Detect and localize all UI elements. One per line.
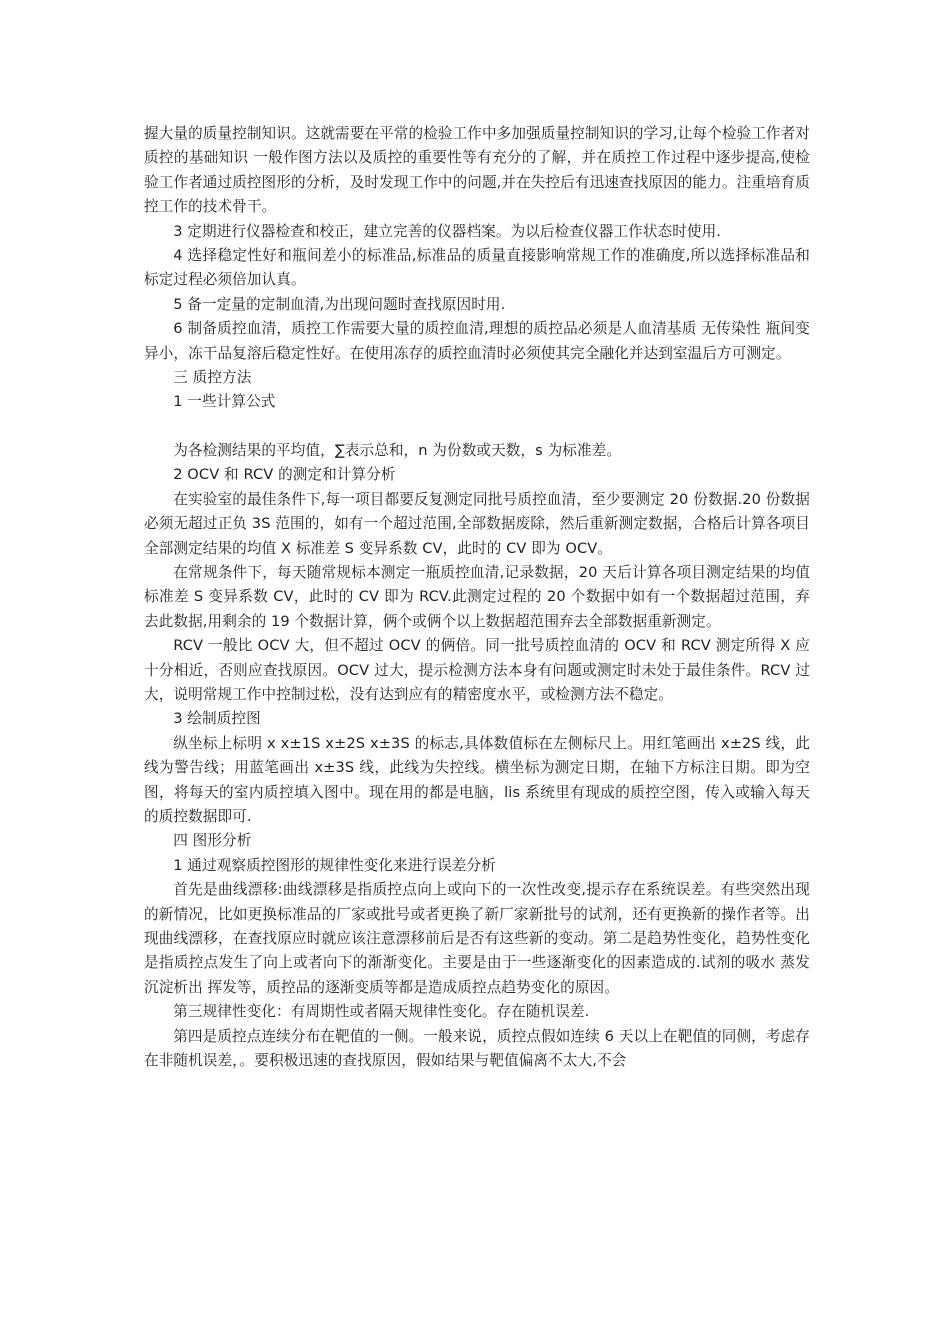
paragraph-periodic: 第三规律性变化：有周期性或者隔天规律性变化。存在随机误差. (173, 1003, 590, 1021)
paragraph-one-side: 第四是质控点连续分布在靶值的一侧。一般来说，质控点假如连续 6 天以上在靶值的同侧，考虑存在非随机误差，。要积极迅速的查找原因，假如结果与靶值偏离不太大,不会 (144, 1027, 810, 1070)
subheading-pattern-analysis: 1 通过观察质控图形的规律性变化来进行误差分析 (173, 856, 496, 874)
paragraph-ocv: 在实验室的最佳条件下,每一项目都要反复测定同批号质控血清，至少要测定 20 份数据.20 份数据必须无超过正负 3S 范围的，如有一个超过范围,全部数据废除，然后重新测定数据，合格后计算各项目全部测定结果的均值 X 标准差 S 变异系数 CV，此时的 CV 即为 OCV。 (144, 490, 810, 557)
paragraph-draw-chart: 纵坐标上标明 x x±1S x±2S x±3S 的标志,具体数值标在左侧标尺上。用红笔画出 x±2S 线，此线为警告线；用蓝笔画出 x±3S 线，此线为失控线。横坐标为测定日期，在轴下方标注日期。即为空图，将每天的室内质控填入图中。现在用的都是电脑，lis 系统里有现成的质控空图，传入或输入每天的质控数据即可. (144, 734, 810, 825)
subheading-formulas: 1 一些计算公式 (173, 393, 276, 411)
subheading-ocv-rcv: 2 OCV 和 RCV 的测定和计算分析 (173, 466, 396, 484)
paragraph-item-4: 4 选择稳定性好和瓶间差小的标准品,标准品的质量直接影响常规工作的准确度,所以选择标准品和标定过程必须倍加认真。 (144, 247, 810, 289)
paragraph-item-6: 6 制备质控血清，质控工作需要大量的质控血清,理想的质控品必须是人血清基质 无传染性 瓶间变异小，冻干品复溶后稳定性好。在使用冻存的质控血清时必须使其完全融化并达到室温后方可测定。 (144, 320, 810, 362)
subheading-draw-chart: 3 绘制质控图 (173, 710, 261, 728)
document-body (144, 122, 810, 1073)
paragraph-item-5: 5 备一定量的定制血清,为出现问题时查找原因时用. (173, 295, 506, 313)
formula-blank-space (144, 415, 810, 439)
paragraph-formula-desc: 为各检测结果的平均值，∑表示总和，n 为份数或天数，s 为标准差。 (173, 441, 622, 459)
paragraph-item-3: 3 定期进行仪器检查和校正，建立完善的仪器档案。为以后检查仪器工作状态时使用. (173, 222, 722, 240)
paragraph-rcv: 在常规条件下，每天随常规标本测定一瓶质控血清,记录数据，20 天后计算各项目测定结果的均值 标准差 S 变异系数 CV，此时的 CV 即为 RCV.此测定过程的 20 个数据中如有一个数据超过范围，弃去此数据,用剩余的 19 个数据计算，俩个或俩个以上数据超范围弃去全部数据重新测定。 (144, 563, 810, 630)
paragraph-rcv-compare: RCV 一般比 OCV 大，但不超过 OCV 的俩倍。同一批号质控血清的 OCV 和 RCV 测定所得 X 应十分相近，否则应查找原因。OCV 过大，提示检测方法本身有问题或测定时未处于最佳条件。RCV 过大，说明常规工作中控制过松，没有达到应有的精密度水平，或检测方法不稳定。 (144, 637, 810, 703)
paragraph-drift: 首先是曲线漂移:曲线漂移是指质控点向上或向下的一次性改变,提示存在系统误差。有些突然出现的新情况，比如更换标准品的厂家或批号或者更换了新厂家新批号的试剂，还有更换新的操作者等。出现曲线漂移，在查找原应时就应该注意漂移前后是否有这些新的变动。第二是趋势性变化，趋势性变化是指质控点发生了向上或者向下的渐渐变化。主要是由于一些逐渐变化的因素造成的.试剂的吸水 蒸发 沉淀析出 挥发等，质控品的逐渐变质等都是造成质控点趋势变化的原因。 (144, 881, 810, 996)
section-heading-4: 四 图形分析 (173, 832, 252, 850)
section-heading-3: 三 质控方法 (173, 369, 252, 387)
paragraph-continued: 握大量的质量控制知识。这就需要在平常的检验工作中多加强质量控制知识的学习,让每个检验工作者对质控的基础知识 一般作图方法以及质控的重要性等有充分的了解，并在质控工作过程中逐步提高,使检验工作者通过质控图形的分析，及时发现工作中的问题,并在失控后有迅速查找原因的能力。注重培育质控工作的技术骨干。 (144, 125, 810, 216)
